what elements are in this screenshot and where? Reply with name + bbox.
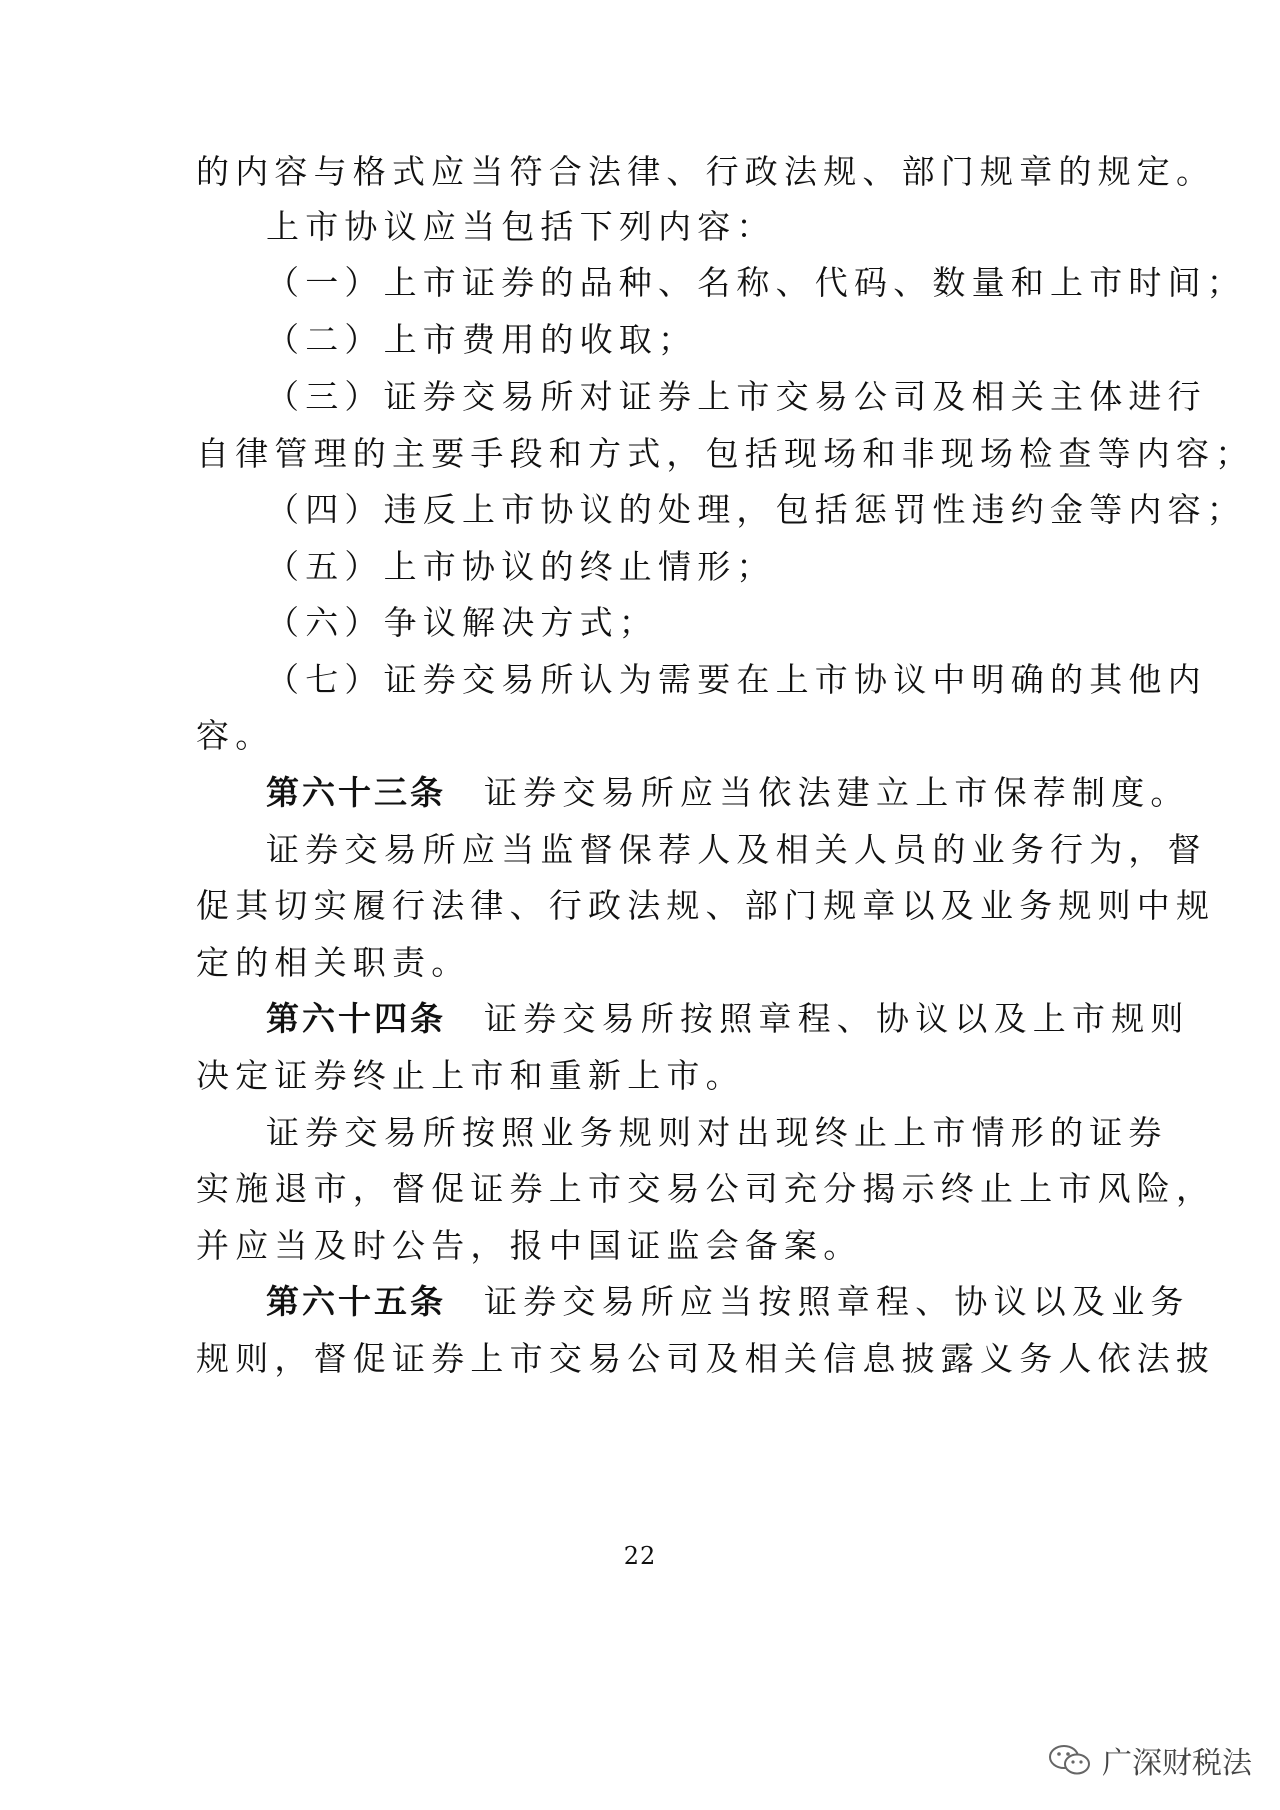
list-item: （六）争议解决方式； [266, 603, 658, 642]
text-line: 规则，督促证券上市交易公司及相关信息披露义务人依法披 [196, 1339, 1216, 1378]
list-item: （一）上市证券的品种、名称、代码、数量和上市时间； [266, 263, 1246, 302]
text-line: 容。 [196, 716, 275, 755]
article-heading: 第六十三条 [266, 773, 446, 812]
article-text: 证券交易所按照章程、协议以及上市规则 [484, 999, 1190, 1038]
page-number: 22 [623, 1542, 657, 1570]
list-item: （五）上市协议的终止情形； [266, 547, 776, 586]
watermark-text: 广深财税法 [1102, 1746, 1252, 1781]
article-63 [266, 771, 1190, 815]
text-line: 证券交易所应当监督保荐人及相关人员的业务行为，督 [266, 830, 1207, 869]
list-item: （七）证券交易所认为需要在上市协议中明确的其他内 [266, 660, 1207, 699]
text-line: 并应当及时公告，报中国证监会备案。 [196, 1226, 863, 1265]
text-line: 证券交易所按照业务规则对出现终止上市情形的证券 [266, 1113, 1168, 1152]
text-line: 决定证券终止上市和重新上市。 [196, 1056, 745, 1095]
text-line: 促其切实履行法律、行政法规、部门规章以及业务规则中规 [196, 886, 1216, 925]
article-65 [266, 1280, 1190, 1324]
text-line: 自律管理的主要手段和方式，包括现场和非现场检查等内容； [196, 434, 1255, 473]
text-line: 上市协议应当包括下列内容： [266, 207, 776, 246]
list-item: （二）上市费用的收取； [266, 320, 698, 359]
article-64 [266, 997, 1190, 1041]
article-text: 证券交易所应当依法建立上市保荐制度。 [484, 773, 1190, 812]
list-item: （四）违反上市协议的处理，包括惩罚性违约金等内容； [266, 490, 1246, 529]
article-heading: 第六十五条 [266, 1282, 446, 1321]
watermark [1048, 1738, 1252, 1782]
text-line: 的内容与格式应当符合法律、行政法规、部门规章的规定。 [196, 152, 1216, 191]
article-heading: 第六十四条 [266, 999, 446, 1038]
text-line: 实施退市，督促证券上市交易公司充分揭示终止上市风险， [196, 1169, 1216, 1208]
wechat-icon [1048, 1743, 1092, 1777]
text-line: 定的相关职责。 [196, 943, 471, 982]
list-item: （三）证券交易所对证券上市交易公司及相关主体进行 [266, 377, 1207, 416]
article-text: 证券交易所应当按照章程、协议以及业务 [484, 1282, 1190, 1321]
